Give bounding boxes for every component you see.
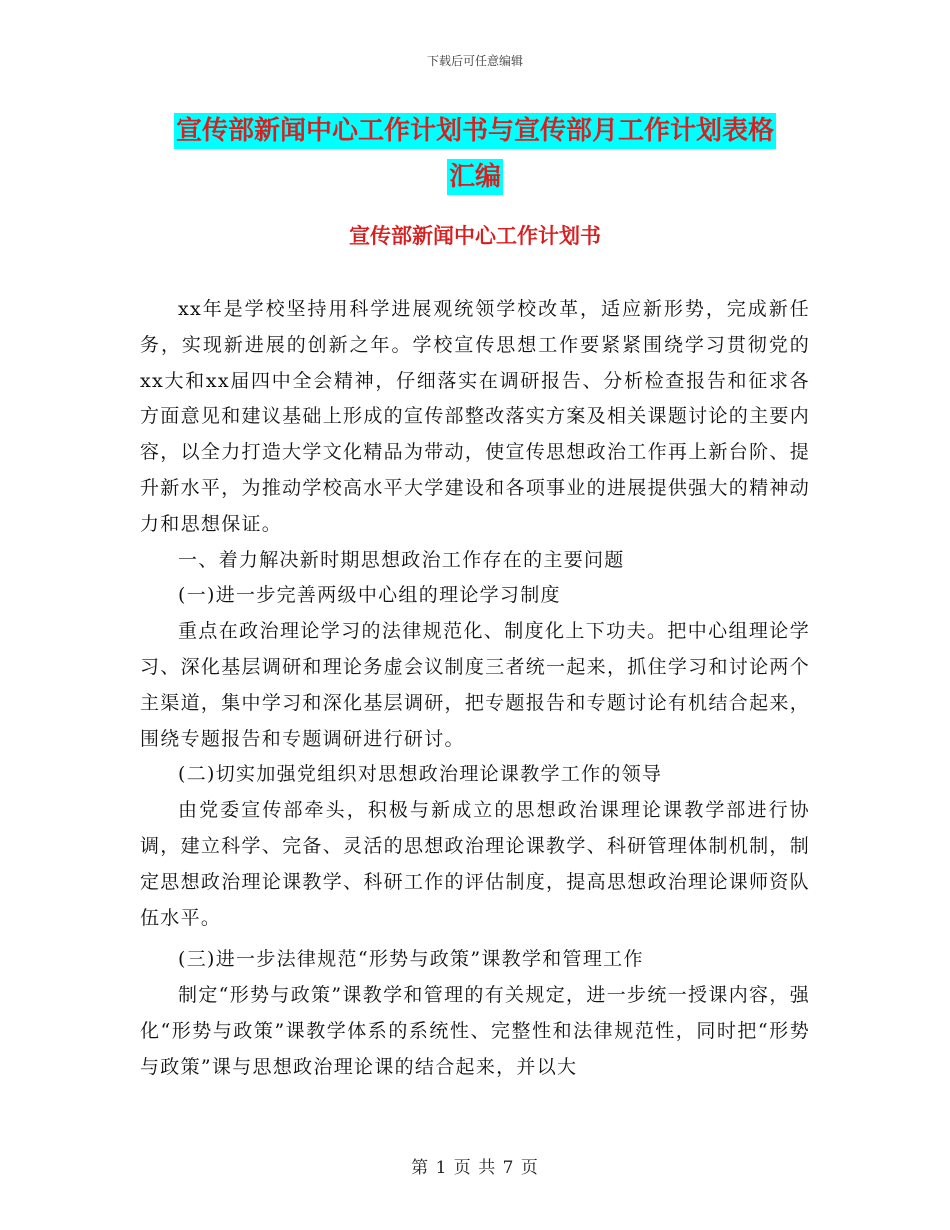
heading-item-1: (一)进一步完善两级中心组的理论学习制度 xyxy=(178,584,561,607)
page-header-note: 下载后可任意编辑 xyxy=(426,54,523,68)
document-title xyxy=(140,108,810,200)
paragraph-item-1: 重点在政治理论学习的法律规范化、制度化上下功夫。把中心组理论学习、深化基层调研和理论务虚会议制度三者统一起来，抓住学习和讨论两个主渠道，集中学习和深化基层调研，把专题报告和专题讨论有机结合起来，围绕专题报告和专题调研进行研讨。 xyxy=(140,620,810,750)
document-title-line-1: 宣传部新闻中心工作计划书与宣传部月工作计划表格 xyxy=(174,113,776,149)
paragraph-item-3: 制定“形势与政策”课教学和管理的有关规定，进一步统一授课内容，强化“形势与政策”课教学体系的系统性、完整性和法律规范性，同时把“形势与政策”课与思想政治理论课的结合起来，并以大 xyxy=(140,984,810,1078)
document-body xyxy=(140,292,810,1086)
heading-item-3: (三)进一步法律规范“形势与政策”课教学和管理工作 xyxy=(178,948,644,971)
paragraph-item-2: 由党委宣传部牵头，积极与新成立的思想政治课理论课教学部进行协调，建立科学、完备、灵活的思想政治理论课教学、科研管理体制机制，制定思想政治理论课教学、科研工作的评估制度，提高思想政治理论课师资队伍水平。 xyxy=(140,799,810,929)
document-title-line-2: 汇编 xyxy=(447,159,503,195)
page-number: 第 1 页 共 7 页 xyxy=(411,1158,539,1178)
section-title: 宣传部新闻中心工作计划书 xyxy=(349,224,601,248)
heading-part-1: 一、着力解决新时期思想政治工作存在的主要问题 xyxy=(178,548,625,571)
paragraph-intro: xx年是学校坚持用科学进展观统领学校改革，适应新形势，完成新任务，实现新进展的创新之年。学校宣传思想工作要紧紧围绕学习贯彻党的xx大和xx届四中全会精神，仔细落实在调研报告、分析检查报告和征求各方面意见和建议基础上形成的宣传部整改落实方案及相关课题讨论的主要内容，以全力打造大学文化精品为带动，使宣传思想政治工作再上新台阶、提升新水平，为推动学校高水平大学建设和各项事业的进展提供强大的精神动力和思想保证。 xyxy=(140,298,810,535)
heading-item-2: (二)切实加强党组织对思想政治理论课教学工作的领导 xyxy=(178,763,663,786)
